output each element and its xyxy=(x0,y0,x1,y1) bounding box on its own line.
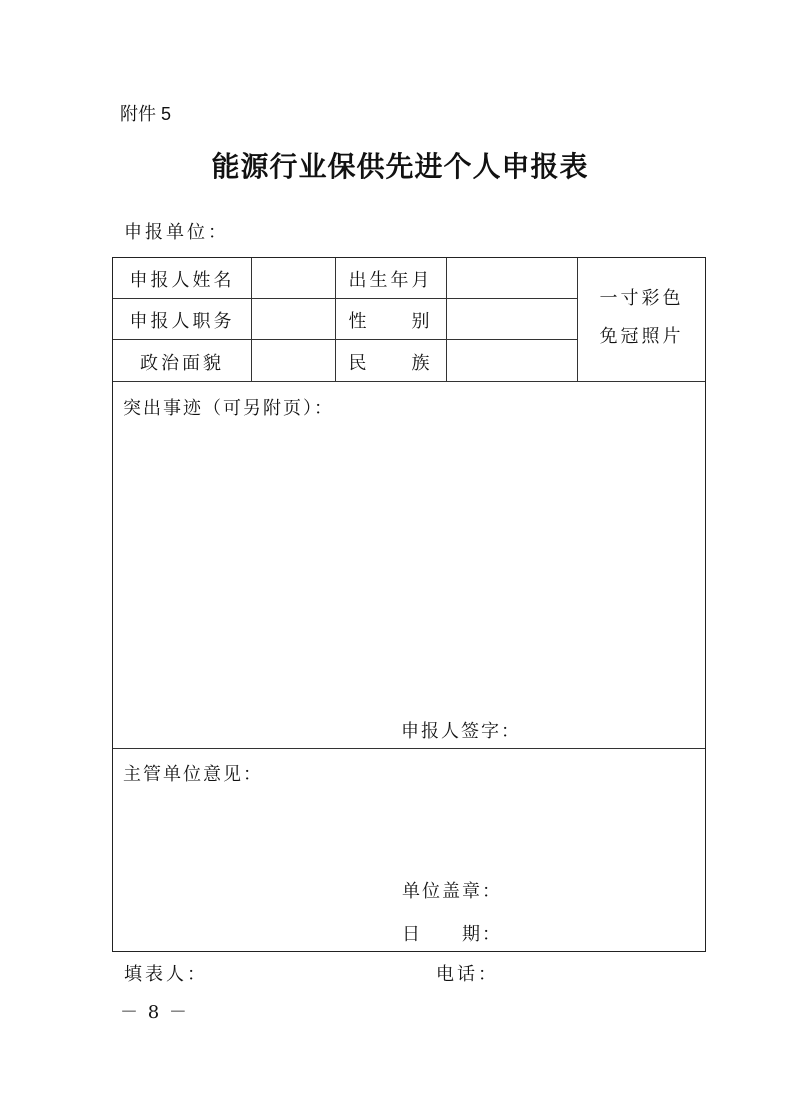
photo-label-line1: 一寸彩色 xyxy=(599,288,684,309)
date-label: 日 期： xyxy=(402,924,502,945)
attachment-label: 附件 5 xyxy=(120,104,172,124)
unit-seal-label: 单位盖章： xyxy=(402,881,502,902)
applicant-position-label: 申报人职务 xyxy=(129,311,235,332)
supervisor-opinion-area[interactable] xyxy=(114,788,704,868)
political-status-label: 政治面貌 xyxy=(140,353,224,374)
outstanding-deeds-area[interactable] xyxy=(114,423,704,713)
gender-label: 性 别 xyxy=(348,311,433,332)
page-number: － 8 － xyxy=(120,1002,189,1023)
outstanding-deeds-label: 突出事迹（可另附页）： xyxy=(123,398,334,419)
applicant-name-label: 申报人姓名 xyxy=(129,270,235,291)
phone-label: 电话： xyxy=(436,964,499,985)
birth-date-field[interactable] xyxy=(447,259,577,298)
photo-label-line2: 免冠照片 xyxy=(599,326,684,347)
supervisor-opinion-label: 主管单位意见： xyxy=(123,764,263,785)
row-divider xyxy=(113,748,705,749)
form-filler-label: 填表人： xyxy=(124,964,208,985)
ethnicity-label: 民 族 xyxy=(348,353,433,374)
row-divider xyxy=(113,381,705,382)
applicant-name-field[interactable] xyxy=(252,259,335,298)
gender-field[interactable] xyxy=(447,299,577,339)
applicant-signature-label: 申报人签字： xyxy=(401,721,521,742)
political-status-field[interactable] xyxy=(252,340,335,381)
applicant-position-field[interactable] xyxy=(252,299,335,339)
photo-placeholder[interactable] xyxy=(578,280,705,356)
page-title: 能源行业保供先进个人申报表 xyxy=(211,150,589,183)
ethnicity-field[interactable] xyxy=(447,340,577,381)
applying-unit-label: 申报单位： xyxy=(124,222,229,243)
application-form-table xyxy=(112,257,706,952)
birth-date-label: 出生年月 xyxy=(348,270,433,291)
